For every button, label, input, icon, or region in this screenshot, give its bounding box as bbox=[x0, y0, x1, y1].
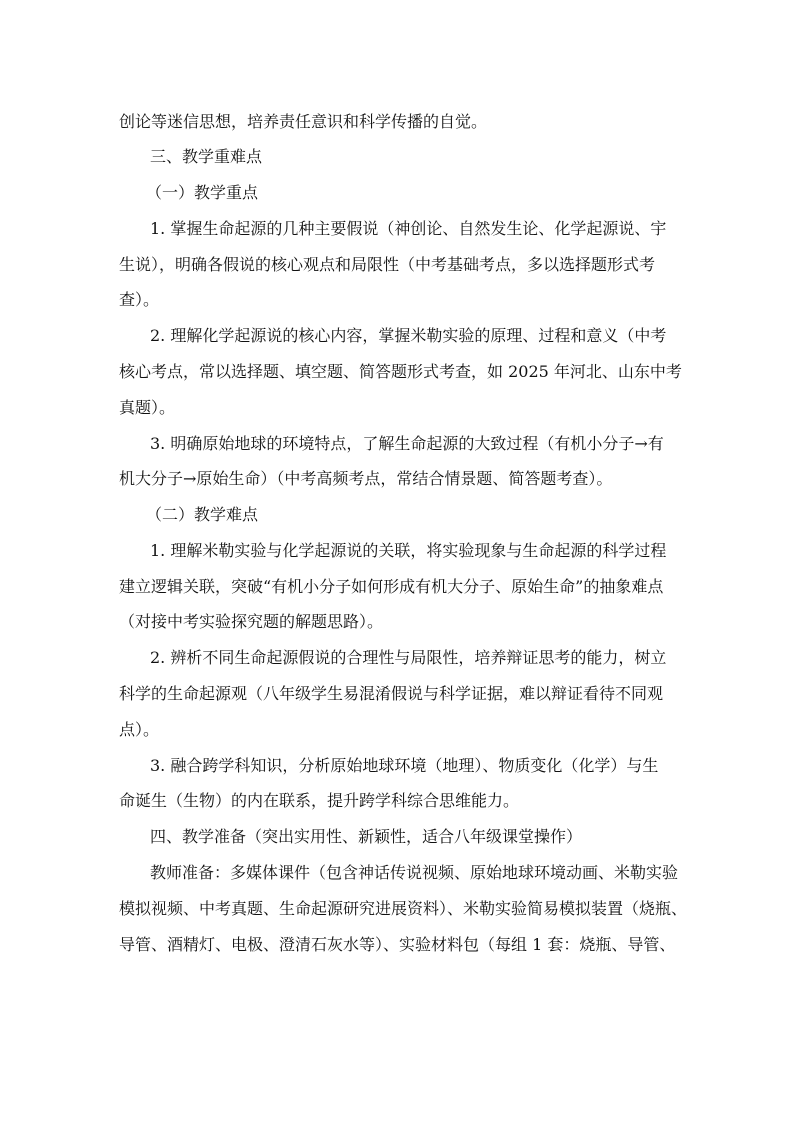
paragraph-line: 命诞生（生物）的内在联系，提升跨学科综合思维能力。 bbox=[119, 791, 520, 810]
paragraph-line: 生说），明确各假说的核心观点和局限性（中考基础考点，多以选择题形式考 bbox=[119, 255, 656, 274]
paragraph-line: 创论等迷信思想，培养责任意识和科学传播的自觉。 bbox=[119, 112, 488, 131]
paragraph-line: 核心考点，常以选择题、填空题、简答题形式考查，如 2025 年河北、山东中考 bbox=[119, 362, 682, 381]
section-heading: 四、教学准备（突出实用性、新颖性，适合八年级课堂操作） bbox=[150, 827, 583, 846]
paragraph-line: 2. 辨析不同生命起源假说的合理性与局限性，培养辩证思考的能力，树立 bbox=[150, 648, 667, 667]
paragraph-line: 3. 融合跨学科知识，分析原始地球环境（地理）、物质变化（化学）与生 bbox=[150, 756, 659, 775]
paragraph-line: 1. 掌握生命起源的几种主要假说（神创论、自然发生论、化学起源说、宇 bbox=[150, 219, 667, 238]
paragraph-line: 真题）。 bbox=[119, 398, 176, 417]
paragraph-line: 科学的生命起源观（八年级学生易混淆假说与科学证据，难以辩证看待不同观 bbox=[119, 684, 664, 703]
paragraph-line: （对接中考实验探究题的解题思路）。 bbox=[119, 612, 384, 631]
paragraph-line: 导管、酒精灯、电极、澄清石灰水等）、实验材料包（每组 1 套：烧瓶、导管、 bbox=[119, 935, 676, 954]
section-heading: 三、教学重难点 bbox=[150, 147, 263, 166]
paragraph-line: 点）。 bbox=[119, 720, 160, 739]
paragraph-line: 1. 理解米勒实验与化学起源说的关联，将实验现象与生命起源的科学过程 bbox=[150, 541, 667, 560]
paragraph-line: 查）。 bbox=[119, 290, 160, 309]
paragraph-line: 机大分子→原始生命）（中考高频考点，常结合情景题、简答题考查）。 bbox=[119, 469, 613, 488]
paragraph-line: 建立逻辑关联，突破“有机小分子如何形成有机大分子、原始生命”的抽象难点 bbox=[119, 577, 664, 596]
paragraph-line: 2. 理解化学起源说的核心内容，掌握米勒实验的原理、过程和意义（中考 bbox=[150, 326, 667, 345]
paragraph-line: 3. 明确原始地球的环境特点，了解生命起源的大致过程（有机小分子→有 bbox=[150, 434, 664, 453]
paragraph-line: 模拟视频、中考真题、生命起源研究进展资料）、米勒实验简易模拟装置（烧瓶、 bbox=[119, 899, 688, 918]
paragraph-line: 教师准备：多媒体课件（包含神话传说视频、原始地球环境动画、米勒实验 bbox=[150, 863, 679, 882]
subsection-heading: （一）教学重点 bbox=[146, 183, 259, 202]
subsection-heading: （二）教学难点 bbox=[146, 505, 259, 524]
